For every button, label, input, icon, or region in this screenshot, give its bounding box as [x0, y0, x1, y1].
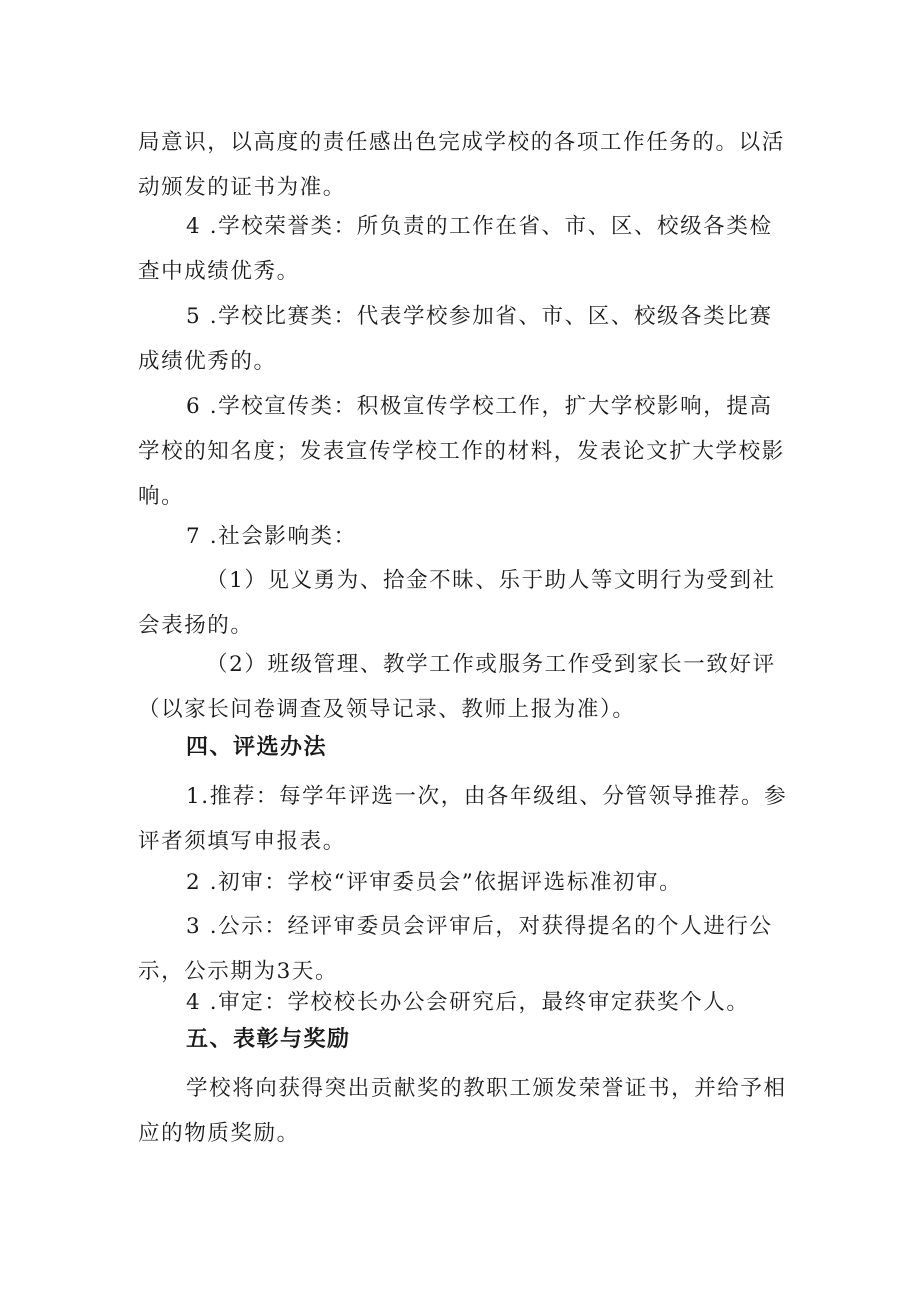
paragraph-item-6: 6 .学校宣传类：积极宣传学校工作，扩大学校影响，提高学校的知名度；发表宣传学校工作的材料，发表论文扩大学校影响。	[138, 394, 785, 509]
paragraph-publicity: 3 .公示：经评审委员会评审后，对获得提名的个人进行公示，公示期为3天。	[138, 914, 773, 984]
section-heading-5: 五、表彰与奖励	[186, 1027, 351, 1052]
paragraph-item-7: 7 .社会影响类：	[186, 524, 357, 549]
paragraph-subitem-1: （1）见义勇为、拾金不昧、乐于助人等文明行为受到社会表扬的。	[138, 568, 776, 638]
paragraph-approval: 4 .审定：学校校长办公会研究后，最终审定获奖个人。	[186, 990, 750, 1015]
paragraph-item-4: 4 .学校荣誉类：所负责的工作在省、市、区、校级各类检查中成绩优秀。	[138, 214, 773, 284]
paragraph-rewards: 学校将向获得突出贡献奖的教职工颁发荣誉证书，并给予相应的物质奖励。	[138, 1076, 787, 1146]
paragraph-subitem-2: （2）班级管理、教学工作或服务工作受到家长一致好评（以家长问卷调查及领导记录、教师上报为准）。	[138, 652, 776, 722]
paragraph-item-5: 5 .学校比赛类：代表学校参加省、市、区、校级各类比赛成绩优秀的。	[138, 304, 773, 374]
paragraph-recommend: 1.推荐：每学年评选一次，由各年级组、分管领导推荐。参评者须填写申报表。	[138, 784, 788, 854]
section-heading-4: 四、评选办法	[186, 735, 328, 760]
paragraph-continuation: 局意识，以高度的责任感出色完成学校的各项工作任务的。以活动颁发的证书为准。	[138, 130, 785, 200]
paragraph-preliminary-review: 2 .初审：学校“评审委员会”依据评选标准初审。	[186, 870, 683, 895]
